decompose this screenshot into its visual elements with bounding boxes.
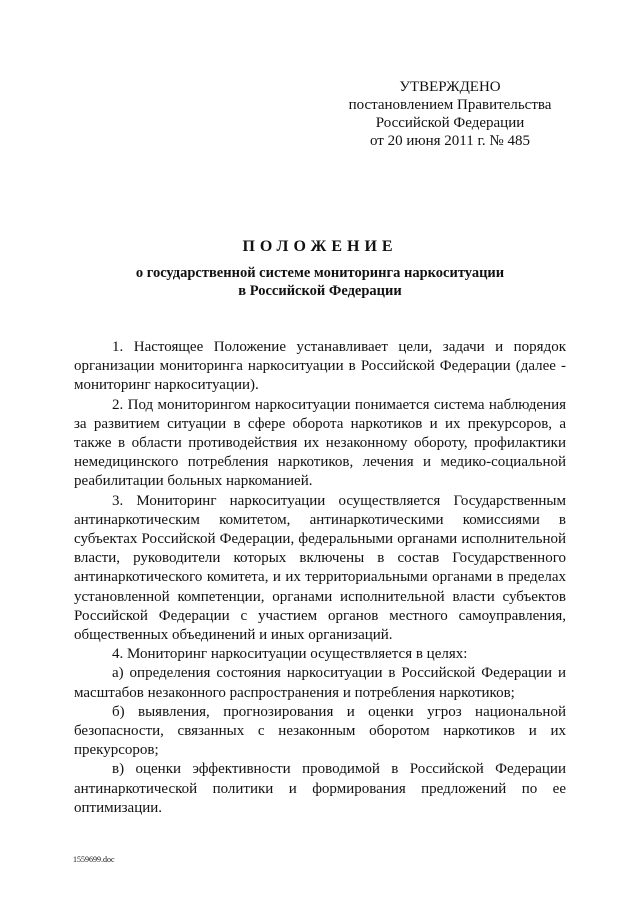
file-name-footer: 1559699.doc (73, 855, 115, 864)
paragraph-4: 4. Мониторинг наркоситуации осуществляется в целях: (112, 646, 468, 663)
paragraph-4c: в) оценки эффективности проводимой в Российской Федерации антинаркотической политики и формирования предложений по ее оптимизации. (74, 761, 566, 816)
paragraph-2: 2. Под мониторингом наркоситуации понимается система наблюдения за развитием ситуации в сфере оборота наркотиков и их прекурсоров, а также в области противодействия их незаконному обороту, профилактики немедицинского потребления наркотиков, лечения и медико-социальной реабилитации больных наркоманией. (74, 396, 566, 490)
approval-block (330, 78, 570, 150)
subtitle-line-2: в Российской Федерации (238, 283, 402, 299)
approval-heading: УТВЕРЖДЕНО (399, 79, 501, 95)
paragraph-1: 1. Настоящее Положение устанавливает цели, задачи и порядок организации мониторинга наркоситуации в Российской Федерации (далее - мониторинг наркоситуации). (74, 339, 566, 394)
approval-decree: постановлением Правительства (348, 97, 552, 113)
document-body (74, 338, 566, 818)
paragraph-3: 3. Мониторинг наркоситуации осуществляется Государственным антинаркотическим комитетом, антинаркотическими комиссиями в субъектах Российской Федерации, федеральными органами исполнительной власти, руководители которых включены в состав Государственного антинаркотического комитета, и их территориальными органами в пределах установленной компетенции, органами исполнительной власти субъектов Российской Федерации с участием органов местного самоуправления, общественных объединений и иных организаций. (74, 492, 566, 644)
paragraph-4b: б) выявления, прогнозирования и оценки угроз национальной безопасности, связанных с незаконным оборотом наркотиков и их прекурсоров; (74, 703, 566, 759)
approval-country: Российской Федерации (375, 115, 525, 131)
approval-date-number: от 20 июня 2011 г. № 485 (370, 133, 530, 149)
paragraph-4a: а) определения состояния наркоситуации в Российской Федерации и масштабов незаконного распространения и потребления наркотиков; (74, 665, 566, 701)
subtitle-line-1: о государственной системе мониторинга наркоситуации (135, 265, 505, 281)
document-subtitle (60, 264, 580, 300)
document-title: ПОЛОЖЕНИЕ (242, 238, 398, 255)
